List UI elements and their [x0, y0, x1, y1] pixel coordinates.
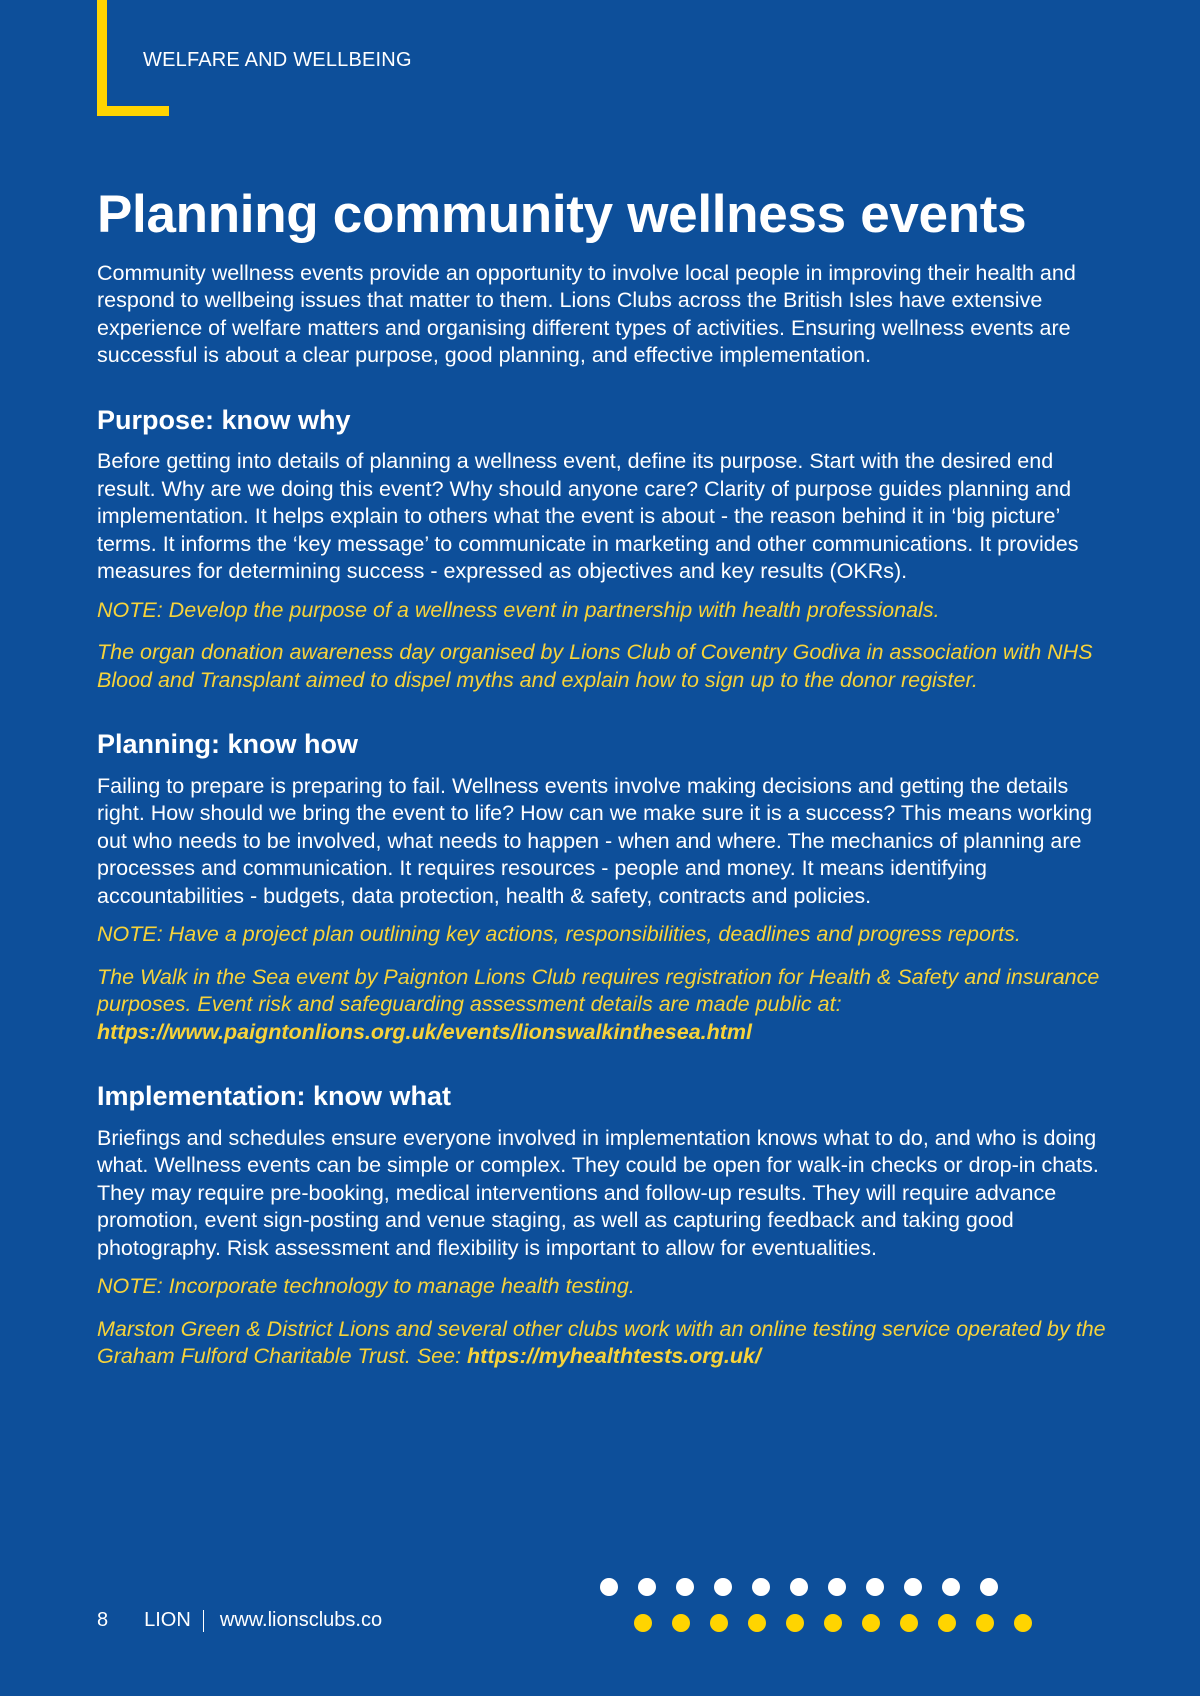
decorative-dots-white: [600, 1578, 1018, 1596]
main-content: [97, 185, 1107, 1405]
yellow-dot: [634, 1614, 652, 1632]
page-number: 8: [97, 1609, 109, 1631]
bracket-vertical-bar: [97, 0, 107, 116]
yellow-dot: [938, 1614, 956, 1632]
paignton-event-link[interactable]: https://www.paigntonlions.org.uk/events/lionswalkinthesea.html: [97, 1019, 753, 1044]
yellow-dot: [976, 1614, 994, 1632]
section-example-planning-text: The Walk in the Sea event by Paignton Lions Club requires registration for Health & Safety and insurance purposes. Event risk and safeguarding assessment details are made public at:: [97, 964, 1100, 1017]
myhealthtests-link[interactable]: https://myhealthtests.org.uk/: [467, 1344, 761, 1369]
section-heading-implementation: Implementation: know what: [97, 1081, 452, 1112]
footer-divider: [203, 1610, 204, 1632]
yellow-dot: [862, 1614, 880, 1632]
page-title: Planning community wellness events: [97, 185, 1027, 244]
intro-paragraph: Community wellness events provide an opportunity to involve local people in improving their health and respond to wellbeing issues that matter to them. Lions Clubs across the British Isles have extensive experience of welfare matters and organising different types of activities. Ensuring wellness events are successful is about a clear purpose, good planning, and effective implementation.: [97, 260, 1076, 368]
white-dot: [790, 1578, 808, 1596]
white-dot: [600, 1578, 618, 1596]
yellow-dot: [748, 1614, 766, 1632]
footer-url[interactable]: www.lionsclubs.co: [219, 1609, 383, 1631]
section-label: WELFARE AND WELLBEING: [143, 49, 412, 71]
white-dot: [866, 1578, 884, 1596]
page-footer: [97, 1609, 382, 1632]
white-dot: [904, 1578, 922, 1596]
yellow-dot: [710, 1614, 728, 1632]
section-example-purpose: The organ donation awareness day organised by Lions Club of Coventry Godiva in association with NHS Blood and Transplant aimed to dispel myths and explain how to sign up to the donor register.: [97, 640, 1093, 692]
yellow-dot: [786, 1614, 804, 1632]
white-dot: [676, 1578, 694, 1596]
section-body-planning: Failing to prepare is preparing to fail. Wellness events involve making decisions and getting the details right. How should we bring the event to life? How can we make sure it is a success? This means working out who needs to be involved, what needs to happen - when and where. The mechanics of planning are processes and communication. It requires resources - people and money. It means identifying accountabilities - budgets, data protection, health & safety, contracts and policies.: [97, 773, 1093, 908]
yellow-dot: [900, 1614, 918, 1632]
white-dot: [638, 1578, 656, 1596]
section-example-planning: [97, 964, 1107, 1047]
section-example-implementation: [97, 1316, 1107, 1371]
white-dot: [828, 1578, 846, 1596]
white-dot: [942, 1578, 960, 1596]
section-note-planning: NOTE: Have a project plan outlining key actions, responsibilities, deadlines and progress reports.: [97, 922, 1021, 947]
bracket-horizontal-bar: [97, 106, 169, 116]
section-body-purpose: Before getting into details of planning a wellness event, define its purpose. Start with the desired end result. Why are we doing this event? Why should anyone care? Clarity of purpose guides planning and implementation. It helps explain to others what the event is about - the reason behind it in ‘big picture’ terms. It informs the ‘key message’ to communicate in marketing and other communications. It provides measures for determining success - expressed as objectives and key results (OKRs).: [97, 449, 1079, 584]
decorative-dots-yellow: [634, 1614, 1052, 1632]
section-heading-purpose: Purpose: know why: [97, 404, 351, 435]
section-note-purpose: NOTE: Develop the purpose of a wellness event in partnership with health professionals.: [97, 597, 940, 622]
white-dot: [752, 1578, 770, 1596]
white-dot: [980, 1578, 998, 1596]
section-heading-planning: Planning: know how: [97, 729, 358, 760]
section-body-implementation: Briefings and schedules ensure everyone involved in implementation knows what to do, and who is doing what. Wellness events can be simple or complex. They could be open for walk-in checks or drop-in chats. They may require pre-booking, medical interventions and follow-up results. They will require advance promotion, event sign-posting and venue staging, as well as capturing feedback and taking good photography. Risk assessment and flexibility is important to allow for eventualities.: [97, 1125, 1099, 1260]
section-note-implementation: NOTE: Incorporate technology to manage health testing.: [97, 1274, 635, 1299]
section-example-implementation-text: Marston Green & District Lions and several other clubs work with an online testing service operated by the Graham Fulford Charitable Trust. See:: [97, 1316, 1106, 1369]
yellow-dot: [1014, 1614, 1032, 1632]
yellow-dot: [824, 1614, 842, 1632]
footer-brand: LION: [144, 1609, 191, 1631]
white-dot: [714, 1578, 732, 1596]
yellow-dot: [672, 1614, 690, 1632]
